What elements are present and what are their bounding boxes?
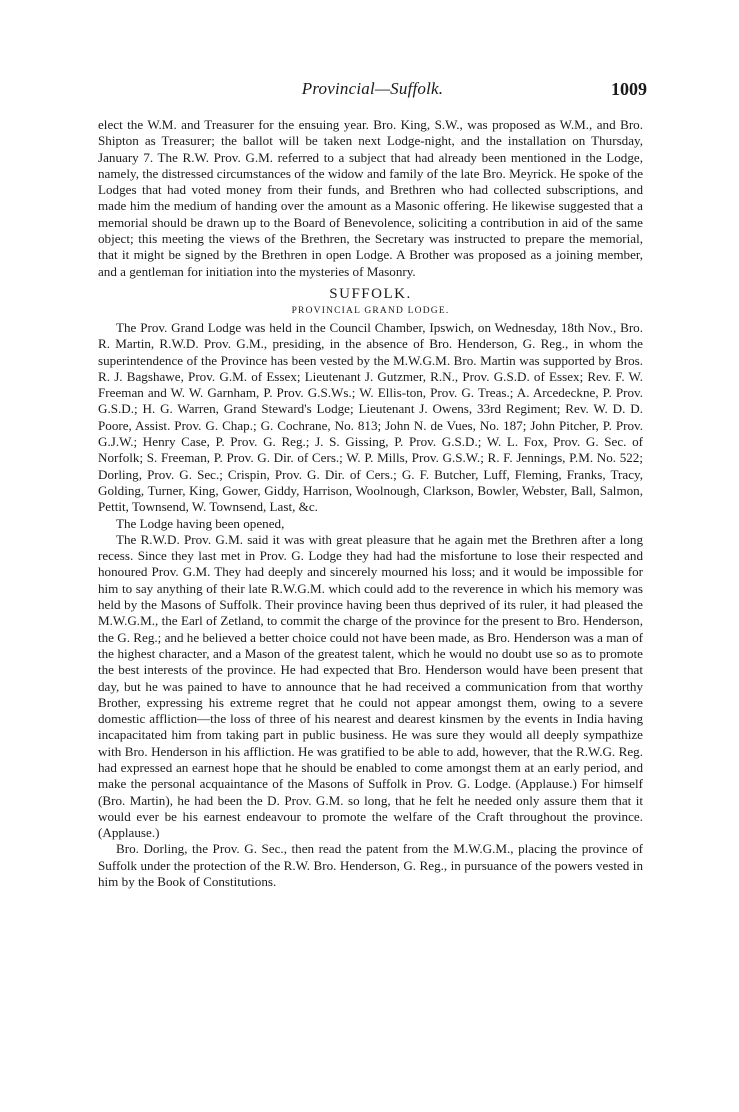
section-subheading: PROVINCIAL GRAND LODGE.: [291, 305, 450, 316]
article-body: [98, 117, 643, 890]
paragraph-attendance: The Prov. Grand Lodge was held in the Council Chamber, Ipswich, on Wednesday, 18th Nov., Bro. R. Martin, R.W.D. Prov. G.M., presiding, in the absence of Bro. Henderson, G. Reg., in whom the superintendence of the Province has been vested by the M.W.G.M. Bro. Martin was supported by Bros. R. J. Bagshawe, Prov. G.M. of Essex; Lieutenant J. Gutzmer, R.N., Prov. G.S.D. of Essex; Rev. F. W. Freeman and W. W. Garnham, P. Prov. G.S.Ws.; W. Ellis-ton, Prov. G. Treas.; A. Arcedeckne, P. Prov. G.S.D.; H. G. Warren, Grand Steward's Lodge; Lieutenant J. Owens, 33rd Regiment; Rev. W. D. D. Poore, Assist. Prov. G. Chap.; G. Cochrane, No. 813; John N. de Vues, No. 187; John Pitcher, P. Prov. G.J.W.; Henry Case, P. Prov. G. Reg.; J. S. Gissing, P. Prov. G.S.D.; W. L. Fox, Prov. G. Sec. of Norfolk; S. Freeman, P. Prov. G. Dir. of Cers.; W. P. Mills, Prov. G.S.W.; R. F. Jennings, P.M. No. 522; Dorling, Prov. G. Sec.; Crispin, Prov. G. Dir. of Cers.; G. F. Butcher, Luff, Fleming, Franks, Tracy, Golding, Turner, King, Gower, Giddy, Harrison, Woolnough, Clarkson, Bowler, Webster, Ball, Salmon, Pettit, Townsend, W. Townsend, Last, &c.: [98, 319, 643, 515]
running-title: Provincial—Suffolk.: [301, 79, 444, 98]
page-number: 1009: [611, 79, 647, 99]
paragraph-patent: Bro. Dorling, the Prov. G. Sec., then read the patent from the M.W.G.M., placing the province of Suffolk under the protection of the R.W. Bro. Henderson, G. Reg., in pursuance of the powers vested in him by the Book of Constitutions.: [98, 841, 643, 890]
paragraph-continued: elect the W.M. and Treasurer for the ensuing year. Bro. King, S.W., was proposed as W.M., and Bro. Shipton as Treasurer; the ballot will be taken next Lodge-night, and the installation on Thursday, January 7. The R.W. Prov. G.M. referred to a subject that had already been mentioned in the Lodge, namely, the distressed circumstances of the widow and family of the late Bro. Meyrick. He spoke of the Lodges that had voted money from their funds, and Brethren who had collected subscriptions, and made him the medium of handing over the amount as a Masonic offering. He likewise suggested that a memorial should be drawn up to the Board of Benevolence, soliciting a contribution in aid of the same object; this meeting the views of the Brethren, the Secretary was instructed to prepare the memorial, that it might be signed by the Brethren in open Lodge. A Brother was proposed as a joining member, and a gentleman for initiation into the mysteries of Masonry.: [98, 117, 643, 279]
page-header: [98, 79, 647, 101]
section-title: SUFFOLK.: [329, 285, 412, 302]
paragraph-opening: The Lodge having been opened,: [116, 515, 285, 531]
paragraph-address: The R.W.D. Prov. G.M. said it was with great pleasure that he again met the Brethren after a long recess. Since they last met in Prov. G. Lodge they had had the misfortune to lose their respected and honoured Prov. G.M. They had deeply and sincerely mourned his loss; and it would be impossible for him to say anything of their late R.W.G.M. which could add to the reverence in which his memory was held by the Masons of Suffolk. Their province having been thus deprived of its ruler, it had pleased the M.W.G.M., the Earl of Zetland, to commit the charge of the province for the present to Bro. Henderson, the G. Reg.; and he believed a better choice could not have been made, as Bro. Henderson was a man of the highest character, and a Mason of the greatest talent, which he would no doubt use so as to promote the best interests of the province. He had expected that Bro. Henderson would have been present that day, but he was pained to have to announce that he had received a communication from that worthy Brother, expressing his extreme regret that he could not appear amongst them, owing to a severe domestic affliction—the loss of three of his nearest and dearest kinsmen by the events in India having incapacitated him from taking part in public business. He was sure they would all deeply sympathize with Bro. Henderson in his affliction. He was gratified to be able to add, however, that the R.W.G. Reg. had expressed an earnest hope that he should be enabled to come amongst them at an early period, and make the personal acquaintance of the Masons of Suffolk in Prov. G. Lodge. (Applause.) For himself (Bro. Martin), he had been the D. Prov. G.M. so long, that he felt he needed only assure them that it would ever be his earnest endeavour to promote the welfare of the Craft throughout the province. (Applause.): [98, 531, 643, 841]
